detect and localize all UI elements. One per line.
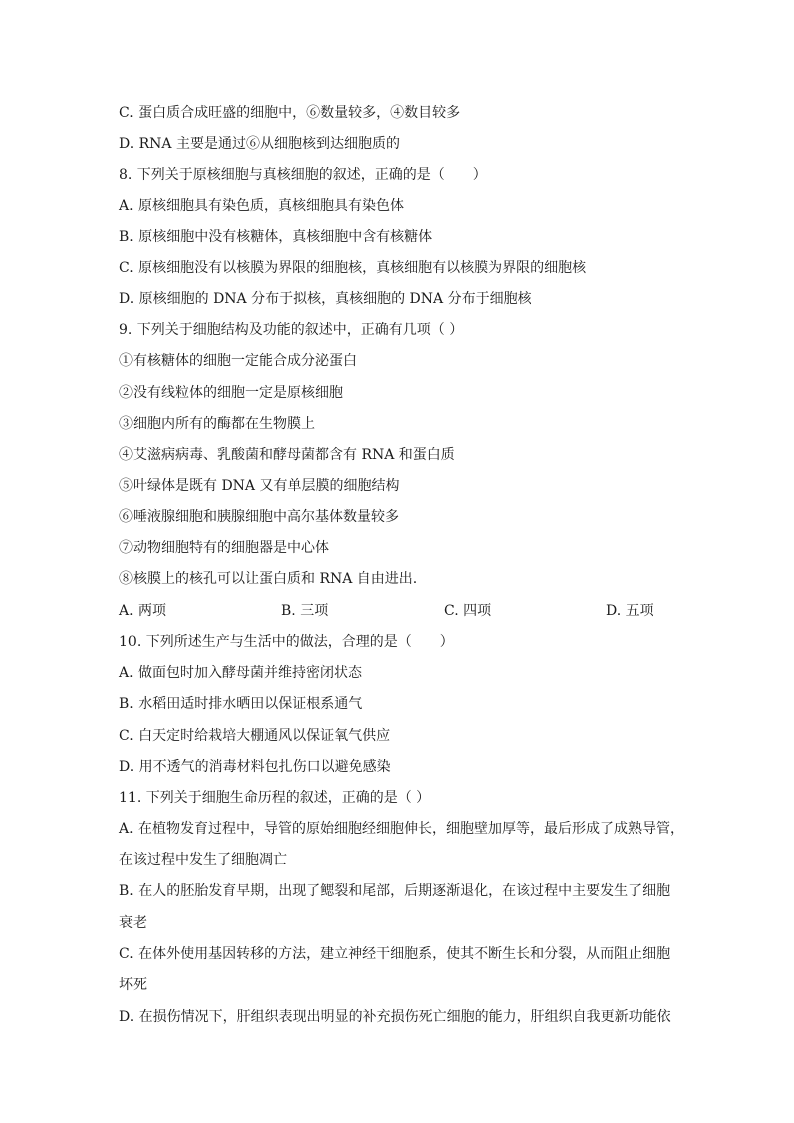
q10-option-c: C. 白天定时给栽培大棚通风以保证氧气供应	[119, 728, 391, 744]
q8-option-a: A. 原核细胞具有染色质，真核细胞具有染色体	[119, 198, 405, 214]
q11-stem: 11. 下列关于细胞生命历程的叙述，正确的是（ ）	[119, 790, 431, 806]
q9-statement-8: ⑧核膜上的核孔可以让蛋白质和 RNA 自由进出.	[119, 571, 418, 587]
q9-option-c: C. 四项	[444, 603, 492, 619]
q9-option-d: D. 五项	[606, 603, 654, 619]
q7-option-c: C. 蛋白质合成旺盛的细胞中，⑥数量较多，④数目较多	[119, 105, 461, 121]
q11-option-b-line1: B. 在人的胚胎发育早期，出现了鳃裂和尾部，后期逐渐退化，在该过程中主要发生了细胞	[119, 883, 671, 899]
q11-option-a-line1: A. 在植物发育过程中，导管的原始细胞经细胞伸长，细胞壁加厚等，最后形成了成熟导管，	[119, 821, 685, 837]
q8-option-c: C. 原核细胞没有以核膜为界限的细胞核，真核细胞有以核膜为界限的细胞核	[119, 260, 587, 276]
q11-option-c-line1: C. 在体外使用基因转移的方法，建立神经干细胞系，使其不断生长和分裂，从而阻止细胞	[119, 946, 671, 962]
q11-option-c-line2: 坏死	[119, 977, 147, 993]
q8-option-d: D. 原核细胞的 DNA 分布于拟核，真核细胞的 DNA 分布于细胞核	[119, 291, 532, 307]
q10-stem: 10. 下列所述生产与生活中的做法，合理的是（ ）	[119, 634, 454, 650]
q8-stem: 8. 下列关于原核细胞与真核细胞的叙述，正确的是（ ）	[119, 167, 487, 183]
q10-option-a: A. 做面包时加入酵母菌并维持密闭状态	[119, 665, 363, 681]
q11-option-a-line2: 在该过程中发生了细胞凋亡	[119, 852, 287, 868]
q9-statement-6: ⑥唾液腺细胞和胰腺细胞中高尔基体数量较多	[119, 509, 399, 525]
q9-statement-7: ⑦动物细胞特有的细胞器是中心体	[119, 540, 329, 556]
q9-statement-4: ④艾滋病病毒、乳酸菌和酵母菌都含有 RNA 和蛋白质	[119, 447, 455, 463]
q10-option-d: D. 用不透气的消毒材料包扎伤口以避免感染	[119, 759, 391, 775]
q10-option-b: B. 水稻田适时排水晒田以保证根系通气	[119, 696, 363, 712]
q11-option-d-line1: D. 在损伤情况下，肝组织表现出明显的补充损伤死亡细胞的能力，肝组织自我更新功能依	[119, 1009, 671, 1025]
q9-option-a: A. 两项	[119, 603, 167, 619]
q9-statement-1: ①有核糖体的细胞一定能合成分泌蛋白	[119, 353, 357, 369]
q9-statement-2: ②没有线粒体的细胞一定是原核细胞	[119, 385, 343, 401]
q9-option-b: B. 三项	[281, 603, 329, 619]
q8-option-b: B. 原核细胞中没有核糖体，真核细胞中含有核糖体	[119, 229, 433, 245]
q9-statement-5: ⑤叶绿体是既有 DNA 又有单层膜的细胞结构	[119, 478, 400, 494]
q7-option-d: D. RNA 主要是通过⑥从细胞核到达细胞质的	[119, 136, 400, 152]
q9-stem: 9. 下列关于细胞结构及功能的叙述中，正确有几项（ ）	[119, 322, 464, 338]
q11-option-b-line2: 衰老	[119, 915, 147, 931]
q9-statement-3: ③细胞内所有的酶都在生物膜上	[119, 416, 315, 432]
